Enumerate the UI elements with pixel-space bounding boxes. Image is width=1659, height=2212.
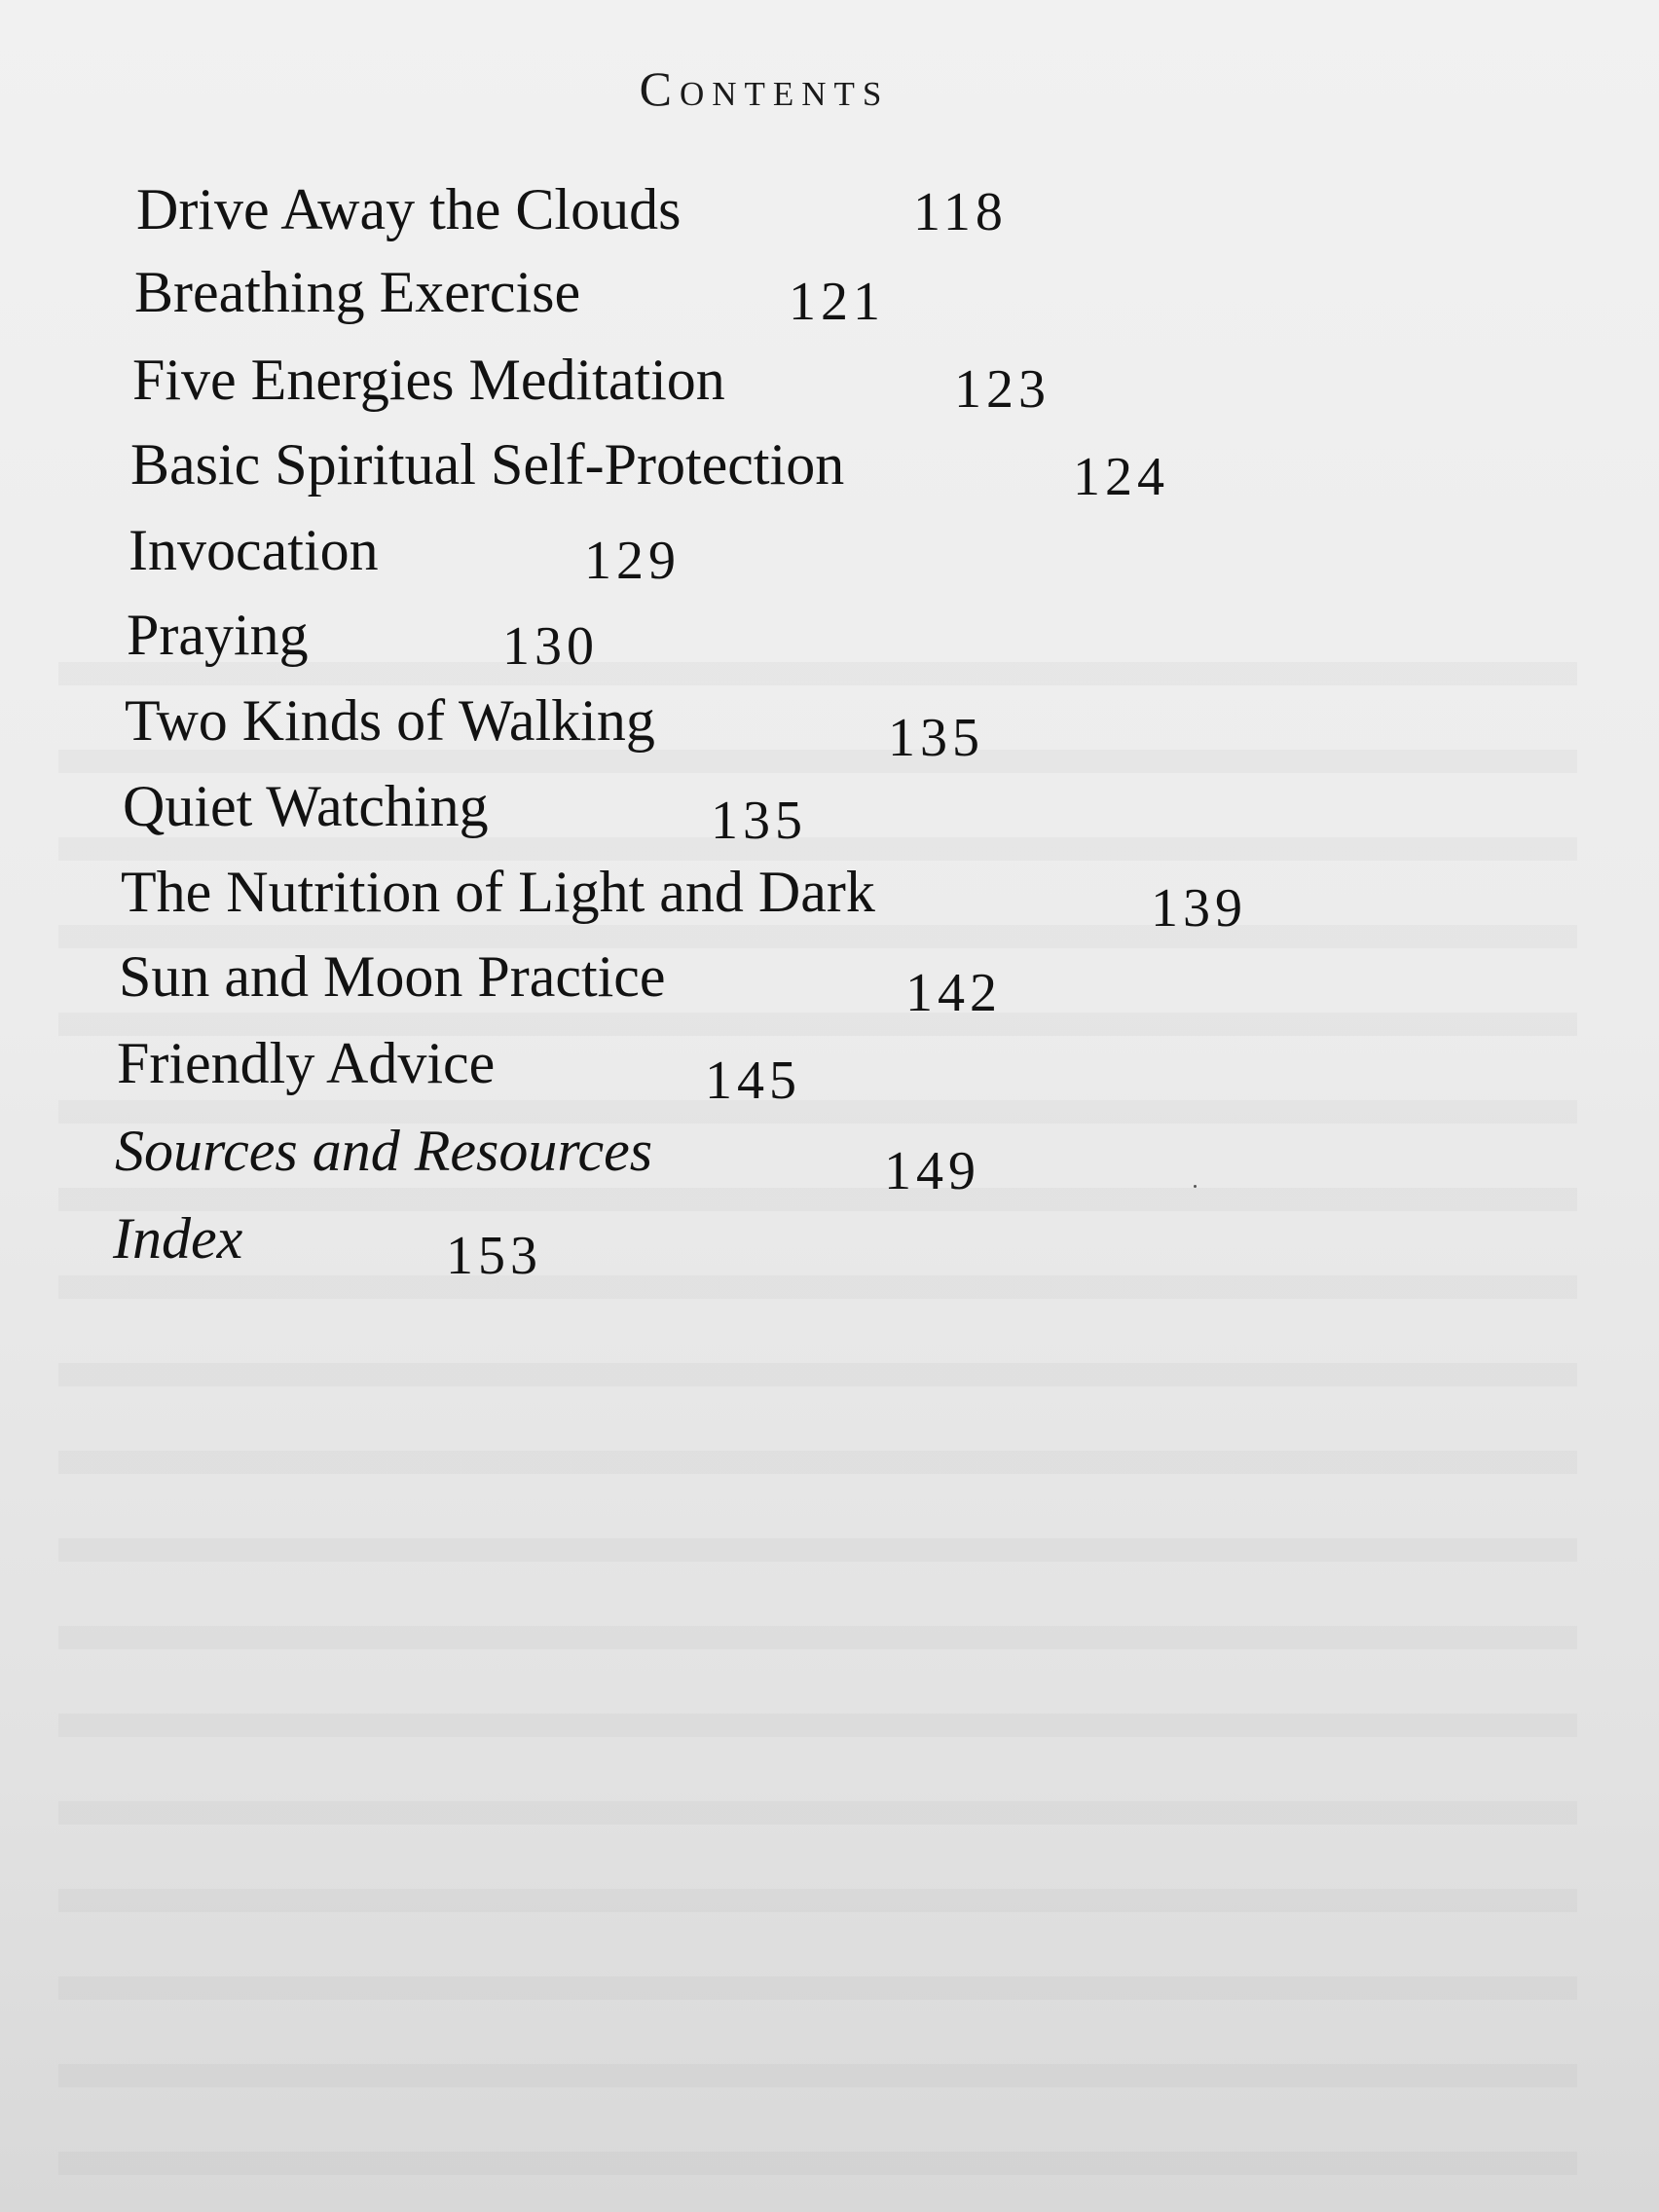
toc-entry-title: Sun and Moon Practice <box>119 944 666 1009</box>
toc-entry-page: 139 <box>1151 878 1247 939</box>
toc-entry-page: 124 <box>1073 447 1169 507</box>
toc-entry-title: Drive Away the Clouds <box>136 177 682 241</box>
toc-entry-title: Basic Spiritual Self-Protection <box>130 432 845 497</box>
toc-entry-title: Two Kinds of Walking <box>125 688 655 753</box>
toc-entry-page: 123 <box>954 359 1051 420</box>
toc-entry-page: 149 <box>884 1141 980 1201</box>
toc-entry-title: Index <box>113 1206 243 1271</box>
toc-entry-title: Praying <box>127 603 309 667</box>
toc-entry-page: 135 <box>711 791 807 851</box>
toc-entry-title: Quiet Watching <box>123 774 489 838</box>
toc-entry-page: 130 <box>502 616 599 677</box>
toc-entry-title: Breathing Exercise <box>134 260 581 324</box>
toc-entry-page: 121 <box>789 272 885 332</box>
toc-entry-title: Friendly Advice <box>117 1031 496 1095</box>
toc-entry-page: 145 <box>705 1051 801 1111</box>
toc-entry-title: Sources and Resources <box>115 1119 653 1183</box>
toc-entry-page: 135 <box>888 708 984 768</box>
toc-entry-page: 153 <box>446 1226 542 1286</box>
toc-entry-page: 129 <box>584 531 681 591</box>
contents-heading: Contents <box>639 61 890 116</box>
toc-entry-title: Invocation <box>129 518 379 582</box>
toc-entry-page: 142 <box>905 963 1002 1023</box>
toc-entry-title: The Nutrition of Light and Dark <box>121 860 875 924</box>
toc-entry-title: Five Energies Meditation <box>132 348 725 412</box>
toc-entry-page: 118 <box>913 182 1008 242</box>
